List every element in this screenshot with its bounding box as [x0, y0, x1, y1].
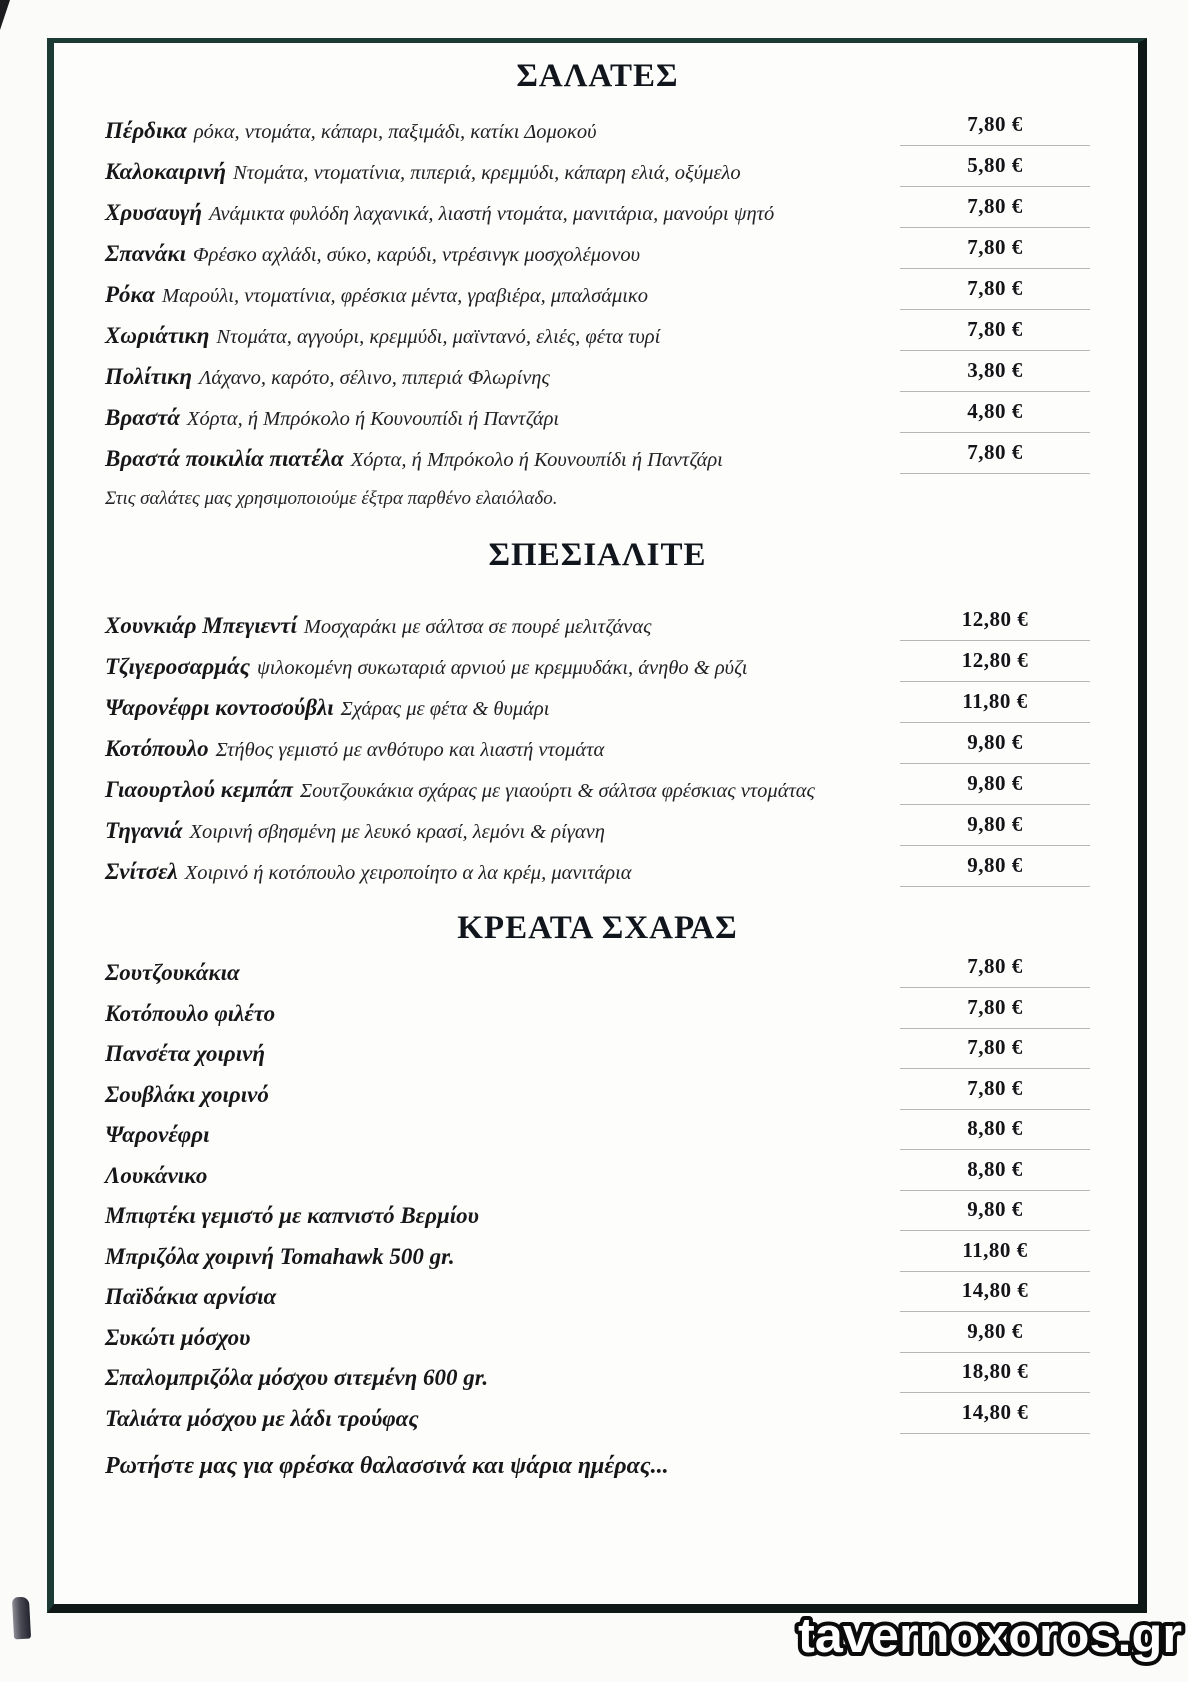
menu-item-text — [105, 1405, 900, 1436]
menu-item-text — [105, 653, 900, 684]
item-name: Χωριάτικη — [105, 323, 210, 348]
price-underline — [900, 729, 1090, 764]
item-name: Μπριζόλα χοιρινή Tomahawk 500 gr. — [105, 1243, 455, 1269]
item-price: 5,80 € — [967, 153, 1023, 177]
price-underline — [900, 234, 1090, 269]
item-name: Κοτόπουλο — [105, 736, 209, 761]
item-name: Λουκάνικο — [105, 1162, 208, 1188]
item-price: 9,80 € — [967, 1197, 1023, 1221]
price-underline — [900, 316, 1090, 351]
section-title: ΣΠΕΣΙΑΛΙΤΕ — [488, 537, 707, 573]
item-price: 7,80 € — [967, 235, 1023, 259]
menu-item-text — [105, 1121, 900, 1152]
price-underline — [900, 994, 1090, 1029]
section-items — [105, 954, 1090, 1445]
item-price: 7,80 € — [967, 954, 1023, 978]
item-description: Χοιρινό ή κοτόπουλο χειροποίητο α λα κρέμ, μανιτάρια — [184, 862, 632, 884]
item-description: Στήθος γεμιστό με ανθότυρο και λιαστή ντομάτα — [215, 739, 605, 761]
menu-item-text — [105, 817, 900, 848]
menu-body — [105, 57, 1090, 1480]
menu-item-text — [105, 445, 900, 476]
menu-item-text — [105, 776, 900, 807]
item-name: Χουνκιάρ Μπεγιεντί — [105, 613, 297, 638]
section-items — [105, 112, 1090, 486]
menu-item-text — [105, 322, 900, 353]
menu-item-text — [105, 612, 900, 643]
menu-section — [105, 909, 1090, 1480]
item-description: Λάχανο, καρότο, σέλινο, πιπεριά Φλωρίνης — [198, 367, 550, 389]
price-underline — [900, 1358, 1090, 1393]
menu-item-text — [105, 858, 900, 889]
price-underline — [900, 770, 1090, 805]
menu-item-text — [105, 1162, 900, 1193]
item-description: Ντομάτα, ντοματίνια, πιπεριά, κρεμμύδι, κάπαρη ελιά, οξύμελο — [233, 162, 741, 184]
price-underline — [900, 647, 1090, 682]
price-underline — [900, 606, 1090, 641]
item-name: Σνίτσελ — [105, 859, 178, 884]
item-description: Ντομάτα, αγγούρι, κρεμμύδι, μαϊντανό, ελιές, φέτα τυρί — [216, 326, 661, 348]
item-name: Συκώτι μόσχου — [105, 1324, 251, 1350]
item-price: 14,80 € — [961, 1278, 1029, 1302]
menu-item-text — [105, 1283, 900, 1314]
item-price: 9,80 € — [967, 812, 1023, 836]
price-underline — [900, 1196, 1090, 1231]
menu-item-text — [105, 1364, 900, 1395]
item-price: 7,80 € — [967, 194, 1023, 218]
item-price: 7,80 € — [967, 276, 1023, 300]
price-underline — [900, 1075, 1090, 1110]
price-underline — [900, 1277, 1090, 1312]
item-price: 7,80 € — [967, 1075, 1023, 1100]
item-description: Χοιρινή σβησμένη με λευκό κρασί, λεμόνι & ρίγανη — [189, 821, 605, 843]
price-underline — [900, 1156, 1090, 1191]
menu-item-text — [105, 404, 900, 435]
price-underline — [900, 1237, 1090, 1272]
item-name: Χρυσαυγή — [105, 200, 203, 225]
item-description: Χόρτα, ή Μπρόκολο ή Κουνουπίδι ή Παντζάρι — [350, 449, 723, 471]
price-underline — [900, 953, 1090, 988]
menu-item-text — [105, 1040, 900, 1071]
menu-item-text — [105, 1243, 900, 1274]
item-description: ψιλοκομένη συκωταριά αρνιού με κρεμμυδάκι, άνηθο & ρύζι — [257, 657, 748, 679]
menu-item-text — [105, 240, 900, 271]
item-name: Ταλιάτα μόσχου με λάδι τρούφας — [105, 1405, 419, 1431]
price-underline — [900, 357, 1090, 392]
item-name: Τζιγεροσαρμάς — [105, 654, 251, 679]
watermark — [792, 1598, 1188, 1676]
price-underline — [900, 193, 1090, 228]
item-name: Σουβλάκι χοιρινό — [105, 1081, 269, 1107]
item-name: Σουτζουκάκια — [105, 960, 240, 985]
item-name: Ψαρονέφρι κοντοσούβλι — [105, 695, 334, 720]
menu-item-text — [105, 735, 900, 766]
menu-item-text — [105, 281, 900, 312]
item-price: 7,80 € — [967, 1035, 1023, 1059]
menu-item-text — [105, 1324, 900, 1355]
item-name: Σπανάκι — [105, 241, 187, 266]
item-price: 9,80 € — [967, 1318, 1023, 1343]
price-underline — [900, 1034, 1090, 1069]
item-description: Φρέσκο αχλάδι, σύκο, καρύδι, ντρέσινγκ μοσχολέμονου — [193, 244, 640, 266]
item-name: Τηγανιά — [105, 818, 183, 843]
item-price: 11,80 € — [962, 689, 1028, 713]
item-price: 12,80 € — [961, 648, 1029, 672]
price-underline — [900, 852, 1090, 887]
scan-artifact-corner — [0, 0, 10, 30]
section-title: ΣΑΛΑΤΕΣ — [516, 58, 679, 94]
menu-item-text — [105, 1081, 900, 1112]
item-name: Γιαουρτλού κεμπάπ — [105, 777, 293, 802]
menu-item-row — [105, 440, 1090, 486]
item-price: 3,80 € — [967, 358, 1023, 382]
item-name: Παϊδάκια αρνίσια — [105, 1284, 277, 1309]
price-underline — [900, 275, 1090, 310]
item-price: 9,80 € — [967, 853, 1023, 877]
price-underline — [900, 811, 1090, 846]
price-underline — [900, 439, 1090, 474]
item-price: 8,80 € — [967, 1116, 1023, 1140]
item-price: 12,80 € — [961, 607, 1029, 631]
menu-item-row — [105, 853, 1090, 899]
price-underline — [900, 1318, 1090, 1353]
item-price: 8,80 € — [967, 1156, 1023, 1181]
menu-item-text — [105, 1202, 900, 1233]
item-description: Ανάμικτα φυλόδη λαχανικά, λιαστή ντομάτα, μανιτάρια, μανούρι ψητό — [209, 203, 775, 225]
item-name: Σπαλομπριζόλα μόσχου σιτεμένη 600 gr. — [105, 1365, 489, 1390]
menu-section — [105, 536, 1090, 899]
item-name: Πέρδικα — [105, 118, 187, 143]
section-footer: Ρωτήστε μας για φρέσκα θαλασσινά και ψάρια ημέρας... — [105, 1453, 669, 1479]
item-name: Πολίτικη — [105, 364, 192, 389]
menu-item-text — [105, 158, 900, 189]
price-underline — [900, 111, 1090, 146]
item-description: Χόρτα, ή Μπρόκολο ή Κουνουπίδι ή Παντζάρι — [186, 408, 560, 430]
menu-frame — [47, 38, 1147, 1613]
item-price: 7,80 € — [967, 112, 1023, 136]
item-price: 9,80 € — [967, 771, 1023, 795]
item-price: 7,80 € — [967, 994, 1023, 1019]
price-underline — [900, 1399, 1090, 1434]
menu-item-text — [105, 363, 900, 394]
item-description: Μαρούλι, ντοματίνια, φρέσκια μέντα, γραβιέρα, μπαλσάμικο — [162, 285, 649, 307]
item-name: Καλοκαιρινή — [105, 159, 226, 184]
scan-artifact-blob — [12, 1597, 31, 1640]
menu-item-text — [105, 1000, 900, 1031]
item-description: Σχάρας με φέτα & θυμάρι — [340, 698, 550, 720]
item-name: Βραστά — [105, 405, 180, 430]
item-price: 7,80 € — [967, 440, 1023, 464]
item-description: Μοσχαράκι με σάλτσα σε πουρέ μελιτζάνας — [303, 616, 652, 638]
menu-item-text — [105, 117, 900, 148]
item-description: Σουτζουκάκια σχάρας με γιαούρτι & σάλτσα φρέσκιας ντομάτας — [299, 780, 815, 802]
item-price: 11,80 € — [962, 1237, 1028, 1262]
price-underline — [900, 1115, 1090, 1150]
section-title: ΚΡΕΑΤΑ ΣΧΑΡΑΣ — [457, 910, 738, 946]
menu-item-text — [105, 959, 900, 990]
item-name: Πανσέτα χοιρινή — [105, 1041, 265, 1066]
item-description: ρόκα, ντομάτα, κάπαρι, παξιμάδι, κατίκι Δομοκού — [193, 121, 597, 143]
watermark-text: tavernoxoros.gr — [798, 1609, 1182, 1663]
section-note: Στις σαλάτες μας χρησιμοποιούμε έξτρα παρθένο ελαιόλαδο. — [105, 488, 558, 509]
item-name: Κοτόπουλο φιλέτο — [105, 1000, 276, 1026]
item-price: 14,80 € — [961, 1399, 1029, 1424]
item-price: 7,80 € — [967, 317, 1023, 341]
price-underline — [900, 688, 1090, 723]
menu-section — [105, 57, 1090, 510]
section-items — [105, 607, 1090, 899]
menu-item-text — [105, 199, 900, 230]
menu-item-text — [105, 694, 900, 725]
menu-item-row — [105, 1399, 1090, 1446]
item-name: Βραστά ποικιλία πιατέλα — [105, 446, 344, 471]
item-price: 18,80 € — [961, 1359, 1029, 1383]
item-name: Μπιφτέκι γεμιστό με καπνιστό Βερμίου — [105, 1203, 479, 1228]
price-underline — [900, 398, 1090, 433]
item-name: Ρόκα — [105, 282, 156, 307]
price-underline — [900, 152, 1090, 187]
item-price: 4,80 € — [967, 399, 1023, 423]
item-price: 9,80 € — [967, 730, 1023, 754]
item-name: Ψαρονέφρι — [105, 1122, 210, 1147]
